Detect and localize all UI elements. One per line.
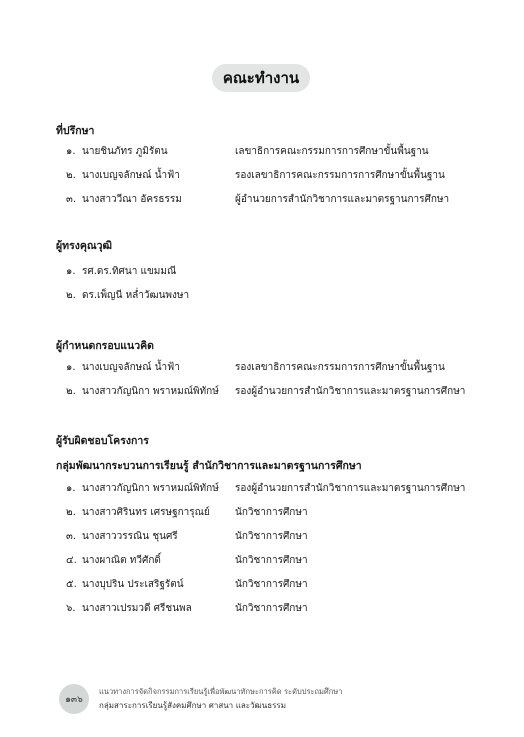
person-name: นางสาวกัญนิกา พราหมณ์พิทักษ์ [82,483,219,494]
list-item [66,168,486,184]
item-number: ๑. [66,146,76,157]
list-item [66,288,486,304]
list-item [66,264,486,280]
item-number: ๑. [66,362,76,373]
person-position: นักวิชาการศึกษา [235,579,308,590]
list-item [66,144,486,160]
person-name: นางสาวเปรมวดี ศรีชนพล [82,603,192,614]
section-heading-framework: ผู้กำหนดกรอบแนวคิด [56,340,154,352]
item-number: ๒. [66,507,76,518]
section-heading-advisors: ที่ปรึกษา [56,125,95,137]
section-subheading-project: กลุ่มพัฒนากระบวนการเรียนรู้ สำนักวิชาการและมาตรฐานการศึกษา [56,460,362,472]
item-number: ๓. [66,531,77,542]
person-position: นักวิชาการศึกษา [235,555,308,566]
person-position: รองผู้อำนวยการสำนักวิชาการและมาตรฐานการศึกษา [235,386,466,397]
page-number: ๑๓๖ [65,695,83,705]
item-number: ๕. [66,579,77,590]
item-number: ๒. [66,290,76,301]
item-number: ๔. [66,555,77,566]
list-item [66,529,486,545]
section-heading-experts: ผู้ทรงคุณวุฒิ [56,240,112,252]
person-name: นางผาณิต ทวีศักดิ์ [82,555,161,566]
person-position: ผู้อำนวยการสำนักวิชาการและมาตรฐานการศึกษา [235,194,450,205]
person-name: นางสาววีณา อัครธรรม [82,194,182,205]
footer-book-title: แนวทางการจัดกิจกรรมการเรียนรู้เพื่อพัฒนาทักษะการคิด ระดับประถมศึกษา [99,687,343,696]
section-heading-project: ผู้รับผิดชอบโครงการ [56,435,149,447]
item-number: ๑. [66,266,76,277]
person-name: นางเบญจลักษณ์ น้ำฟ้า [82,170,180,181]
list-item [66,553,486,569]
person-position: นักวิชาการศึกษา [235,507,308,518]
list-item [66,481,486,497]
person-name: นายชินภัทร ภูมิรัตน [82,146,168,157]
person-name: นางสาวศิรินทร เศรษฐการุณย์ [82,507,210,518]
list-item [66,360,486,376]
person-name: รศ.ดร.ทิศนา แขมมณี [82,266,177,277]
person-position: นักวิชาการศึกษา [235,531,308,542]
item-number: ๑. [66,483,76,494]
item-number: ๖. [66,603,76,614]
person-name: นางบุปริน ประเสริฐรัตน์ [82,579,184,590]
person-name: นางสาวกัญนิกา พราหมณ์พิทักษ์ [82,386,219,397]
page-title: คณะทำงาน [212,64,310,92]
person-position: รองเลขาธิการคณะกรรมการการศึกษาขั้นพื้นฐาน [235,170,445,181]
footer-subject-group: กลุ่มสาระการเรียนรู้สังคมศึกษา ศาสนา และวัฒนธรรม [99,701,286,710]
person-name: ดร.เพ็ญนี หล่ำวัฒนพงษา [82,290,190,301]
person-name: นางสาววรรณิน ชุนศรี [82,531,178,542]
list-item [66,192,486,208]
item-number: ๒. [66,170,76,181]
person-position: รองผู้อำนวยการสำนักวิชาการและมาตรฐานการศึกษา [235,483,466,494]
person-position: นักวิชาการศึกษา [235,603,308,614]
item-number: ๓. [66,194,77,205]
list-item [66,601,486,617]
person-name: นางเบญจลักษณ์ น้ำฟ้า [82,362,180,373]
item-number: ๒. [66,386,76,397]
list-item [66,505,486,521]
person-position: รองเลขาธิการคณะกรรมการการศึกษาขั้นพื้นฐาน [235,362,445,373]
person-position: เลขาธิการคณะกรรมการการศึกษาขั้นพื้นฐาน [235,146,429,157]
list-item [66,577,486,593]
page-number-badge [59,684,89,714]
list-item [66,384,486,400]
